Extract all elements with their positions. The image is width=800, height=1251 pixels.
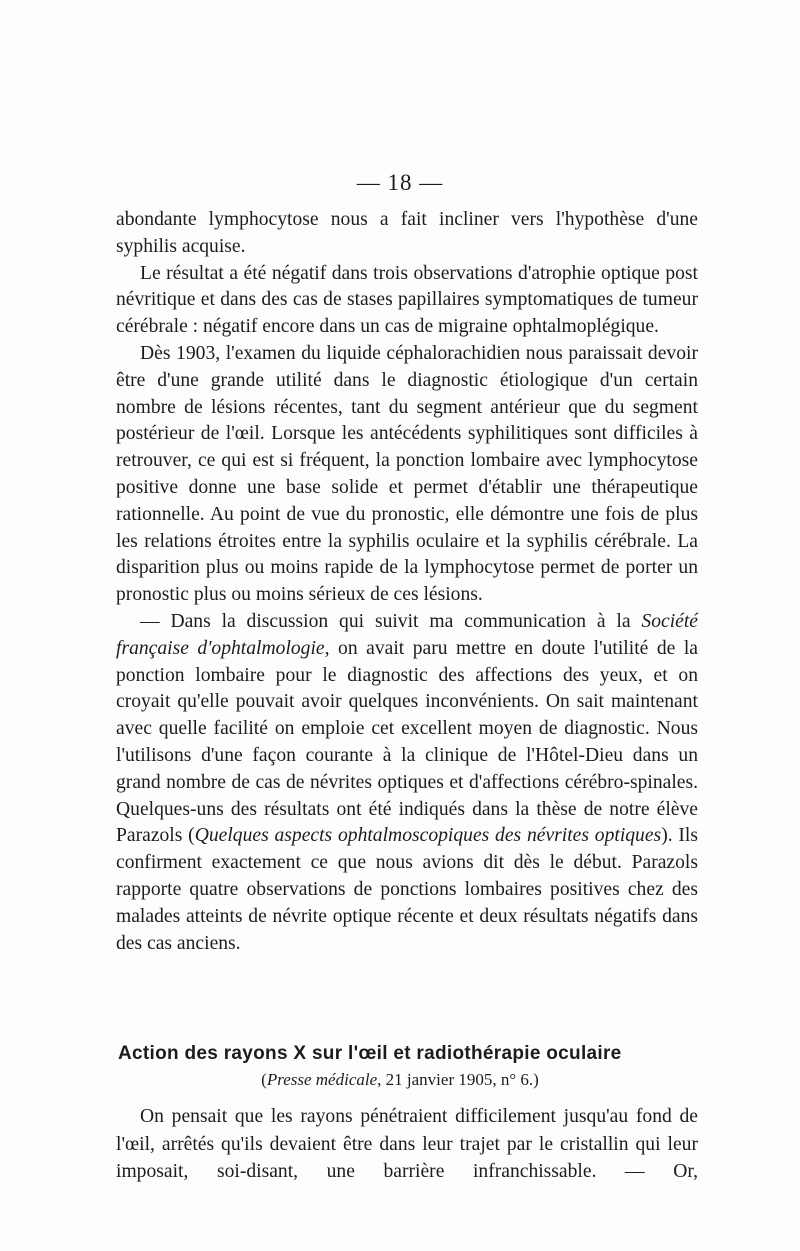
citation-source: Presse médicale [266,1070,378,1089]
discussion-text-1: — Dans la discussion qui suivit ma communication à la [140,610,642,632]
society-name: Société française d'ophtalmologie [116,610,698,659]
thesis-title: Quelques aspects ophtalmoscopiques des névrites optiques [194,825,662,847]
body-text [116,207,698,957]
section-heading: Action des rayons X sur l'œil et radiothérapie oculaire [118,1043,622,1064]
paragraph-negative-results: Le résultat a été négatif dans trois observations d'atrophie optique post névritique et dans des cas de stases papillaires symptomatiques de tumeur cérébrale : négatif encore dans un cas de migraine ophtalmoplégique. [116,262,698,338]
section-citation [0,1070,800,1090]
discussion-text-2: , on avait paru mettre en doute l'utilité de la ponction lombaire pour le diagnostic des affections des yeux, et on croyait qu'elle pouvait avoir quelques inconvénients. On sait maintenant avec quelle facilité on emploie cet excellent moyen de diagnostic. Nous l'utilisons d'une façon courante à la clinique de l'Hôtel-Dieu dans un grand nombre de cas de névrites optiques et d'affections cérébro-spinales. Quelques-uns des résultats ont été indiqués dans la thèse de notre élève Parazols ( [116,637,698,847]
citation-rest: , 21 janvier 1905, n° 6.) [377,1070,539,1089]
paragraph-1903-exam: Dès 1903, l'examen du liquide céphalorachidien nous paraissait devoir être d'une grande utilité dans le diagnostic étiologique d'un certain nombre de lésions récentes, tant du segment antérieur que du segment postérieur de l'œil. Lorsque les antécédents syphilitiques sont difficiles à retrouver, ce qui est si fréquent, la ponction lombaire avec lymphocytose positive donne une base solide et permet d'établir une thérapeutique rationnelle. Au point de vue du pronostic, elle démontre une fois de plus les relations étroites entre la syphilis oculaire et la syphilis cérébrale. La disparition plus ou moins rapide de la lymphocytose permet de porter un pronostic plus ou moins sérieux de ces lésions. [116,342,698,606]
citation-open: ( [261,1070,267,1089]
discussion-text-3: ). Ils confirment exactement ce que nous avions dit dès le début. Parazols rapporte quatre observations de ponctions lombaires positives chez des malades atteints de névrite optique récente et deux résultats négatifs dans des cas anciens. [116,825,698,954]
paragraph-discussion [116,609,698,957]
paragraph-continuation: abondante lymphocytose nous a fait incliner vers l'hypothèse d'une syphilis acquise. [116,209,698,257]
page-number: — 18 — [356,170,444,195]
paragraph-rayons-x: On pensait que les rayons pénétraient difficilement jusqu'au fond de l'œil, arrêtés qu'ils devaient être dans leur trajet par le cristallin qui leur imposait, soi-disant, une barrière infranchissable. — Or, [116,1106,698,1182]
section-body [116,1103,698,1186]
